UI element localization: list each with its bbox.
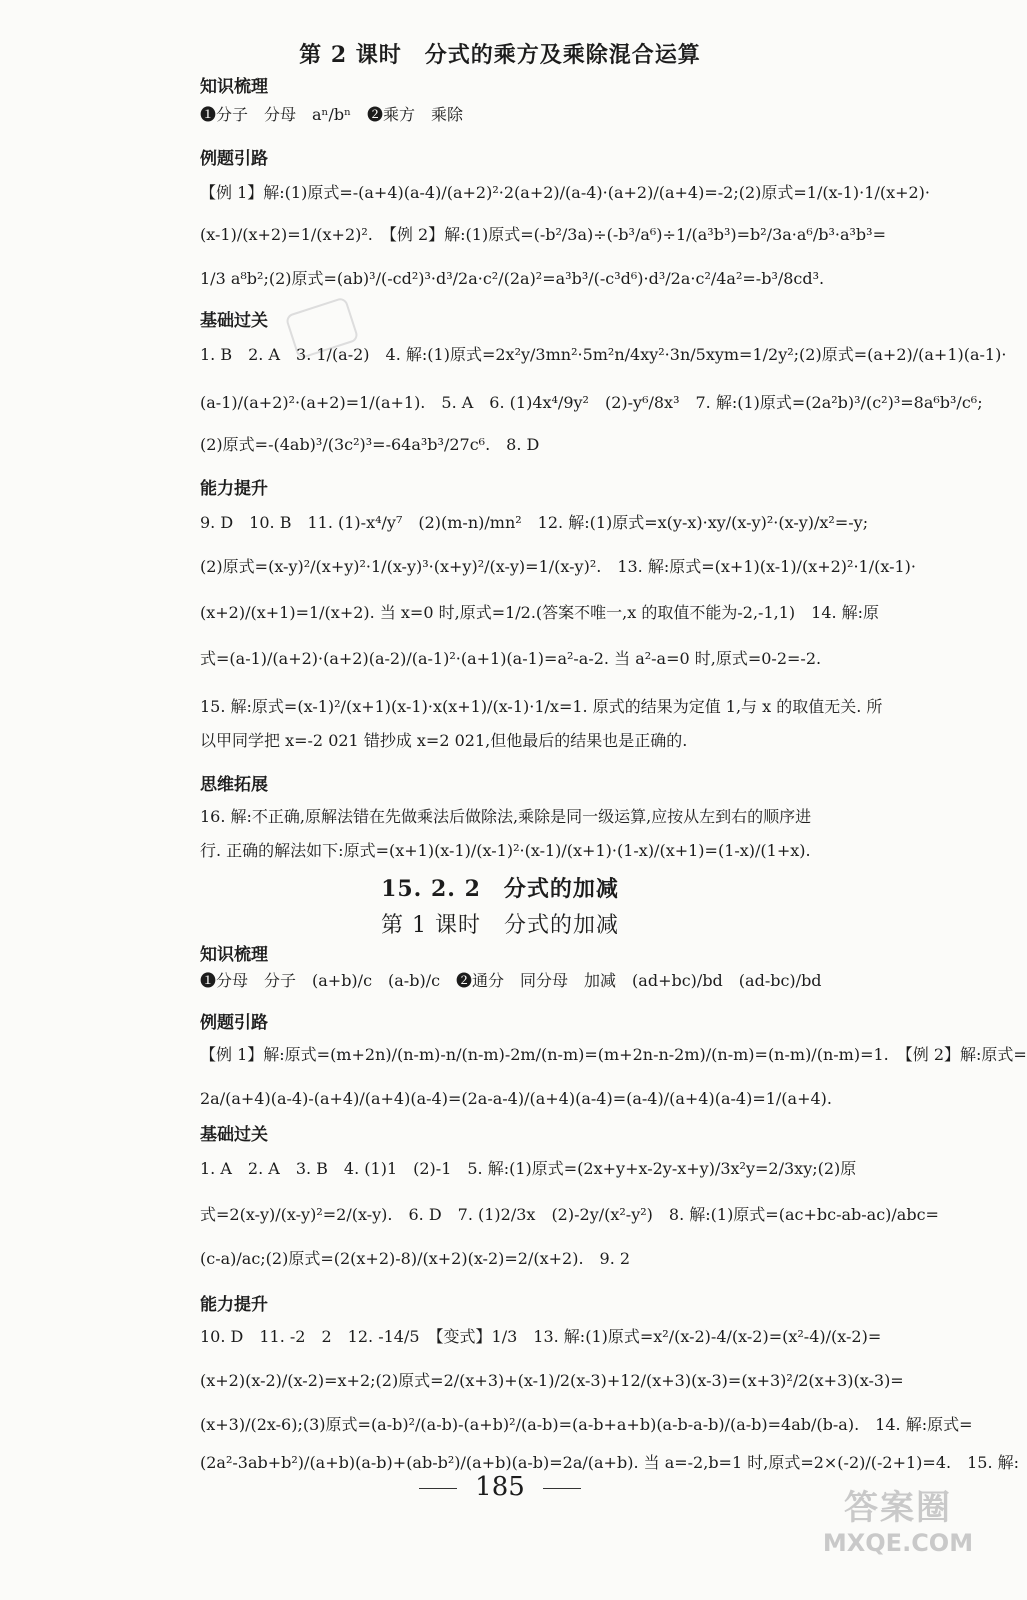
example-line: 【例 1】解:(1)原式=-(a+4)(a-4)/(a+2)²·2(a+2)/(a-4)·(a+2)/(a+4)=-2;(2)原式=1/(x-1)·1/(x+2)· [200, 183, 931, 202]
heading-knowledge: 知识梳理 [200, 77, 268, 97]
basic-line: (2)原式=-(4ab)³/(3c²)³=-64a³b³/27c⁶. 8. D [200, 435, 540, 454]
example-line: 【例 1】解:原式=(m+2n)/(n-m)-n/(n-m)-2m/(n-m)=(m+2n-n-2m)/(n-m)=(n-m)/(n-m)=1. 【例 2】解:原式= [200, 1045, 1027, 1064]
knowledge-line: ❶分母 分子 (a+b)/c (a-b)/c ❷通分 同分母 加减 (ad+bc)/bd (ad-bc)/bd [200, 971, 822, 990]
heading-extension: 思维拓展 [200, 775, 268, 795]
watermark-url: MXQE.COM [822, 1529, 974, 1557]
ability-line: (x+3)/(2x-6);(3)原式=(a-b)²/(a-b)-(a+b)²/(a-b)=(a-b+a+b)(a-b-a-b)/(a-b)=4ab/(b-a). 14. 解:原式= [200, 1415, 973, 1434]
heading-basic: 基础过关 [200, 1125, 268, 1145]
section-title: 第 2 课时 分式的乘方及乘除混合运算 [299, 42, 701, 68]
extension-line: 行. 正确的解法如下:原式=(x+1)(x-1)/(x-1)²·(x-1)/(x+1)·(1-x)/(x+1)=(1-x)/(1+x). [200, 841, 811, 860]
example-line: 2a/(a+4)(a-4)-(a+4)/(a+4)(a-4)=(2a-a-4)/(a+4)(a-4)=(a-4)/(a+4)(a-4)=1/(a+4). [200, 1089, 832, 1108]
heading-knowledge: 知识梳理 [200, 945, 268, 965]
basic-line: 1. A 2. A 3. B 4. (1)1 (2)-1 5. 解:(1)原式=(2x+y+x-2y-x+y)/3x²y=2/3xy;(2)原 [200, 1159, 857, 1178]
lesson-title: 第 1 课时 分式的加减 [381, 913, 619, 938]
section-title: 15. 2. 2 分式的加减 [381, 876, 619, 902]
basic-line: (c-a)/ac;(2)原式=(2(x+2)-8)/(x+2)(x-2)=2/(x+2). 9. 2 [200, 1249, 631, 1268]
heading-basic: 基础过关 [200, 311, 268, 331]
basic-line: 1. B 2. A 3. 1/(a-2) 4. 解:(1)原式=2x²y/3mn²·5m²n/4xy²·3n/5xym=1/2y²;(2)原式=(a+2)/(a+1)(a-1)· [200, 345, 1007, 364]
ability-line: 15. 解:原式=(x-1)²/(x+1)(x-1)·x(x+1)/(x-1)·1/x=1. 原式的结果为定值 1,与 x 的取值无关. 所 [200, 697, 883, 716]
ability-line: (x+2)(x-2)/(x-2)=x+2;(2)原式=2/(x+3)+(x-1)/2(x-3)+12/(x+3)(x-3)=(x+3)²/2(x+3)(x-3)= [200, 1371, 904, 1390]
ability-line: 9. D 10. B 11. (1)-x⁴/y⁷ (2)(m-n)/mn² 12. 解:(1)原式=x(y-x)·xy/(x-y)²·(x-y)/x²=-y; [200, 513, 869, 532]
example-line: 1/3 a⁸b²;(2)原式=(ab)³/(-cd²)³·d³/2a·c²/(2a)²=a³b³/(-c³d⁶)·d³/2a·c²/4a²=-b³/8cd³. [200, 269, 825, 288]
extension-line: 16. 解:不正确,原解法错在先做乘法后做除法,乘除是同一级运算,应按从左到右的顺序进 [200, 807, 812, 826]
ability-line: (2)原式=(x-y)²/(x+y)²·1/(x-y)³·(x+y)²/(x-y)=1/(x-y)². 13. 解:原式=(x+1)(x-1)/(x+2)²·1/(x-1)· [200, 557, 917, 576]
knowledge-line: ❶分子 分母 aⁿ/bⁿ ❷乘方 乘除 [200, 105, 464, 124]
heading-examples: 例题引路 [200, 149, 268, 169]
dash-right [543, 1488, 581, 1489]
ability-line: (x+2)/(x+1)=1/(x+2). 当 x=0 时,原式=1/2.(答案不唯一,x 的取值不能为-2,-1,1) 14. 解:原 [200, 603, 880, 622]
heading-examples: 例题引路 [200, 1013, 268, 1033]
page-number: 185 [475, 1472, 525, 1502]
watermark-logo [818, 1480, 978, 1590]
ability-line: 式=(a-1)/(a+2)·(a+2)(a-2)/(a-1)²·(a+1)(a-1)=a²-a-2. 当 a²-a=0 时,原式=0-2=-2. [200, 649, 822, 668]
ability-line: (2a²-3ab+b²)/(a+b)(a-b)+(ab-b²)/(a+b)(a-b)=2a/(a+b). 当 a=-2,b=1 时,原式=2×(-2)/(-2+1)=4. 15. 解: [200, 1453, 1020, 1472]
basic-line: 式=2(x-y)/(x-y)²=2/(x-y). 6. D 7. (1)2/3x (2)-2y/(x²-y²) 8. 解:(1)原式=(ac+bc-ab-ac)/abc= [200, 1205, 939, 1224]
ability-line: 10. D 11. -2 2 12. -14/5 【变式】1/3 13. 解:(1)原式=x²/(x-2)-4/(x-2)=(x²-4)/(x-2)= [200, 1327, 882, 1346]
heading-ability: 能力提升 [200, 479, 268, 499]
watermark-text: 答案圈 [844, 1488, 952, 1528]
basic-line: (a-1)/(a+2)²·(a+2)=1/(a+1). 5. A 6. (1)4x⁴/9y² (2)-y⁶/8x³ 7. 解:(1)原式=(2a²b)³/(c²)³=8a⁶b³/c⁶; [200, 393, 983, 412]
example-line: (x-1)/(x+2)=1/(x+2)². 【例 2】解:(1)原式=(-b²/3a)÷(-b³/a⁶)÷1/(a³b³)=b²/3a·a⁶/b³·a³b³= [200, 225, 886, 244]
dash-left [419, 1488, 457, 1489]
heading-ability: 能力提升 [200, 1295, 268, 1315]
ability-line: 以甲同学把 x=-2 021 错抄成 x=2 021,但他最后的结果也是正确的. [200, 731, 688, 750]
